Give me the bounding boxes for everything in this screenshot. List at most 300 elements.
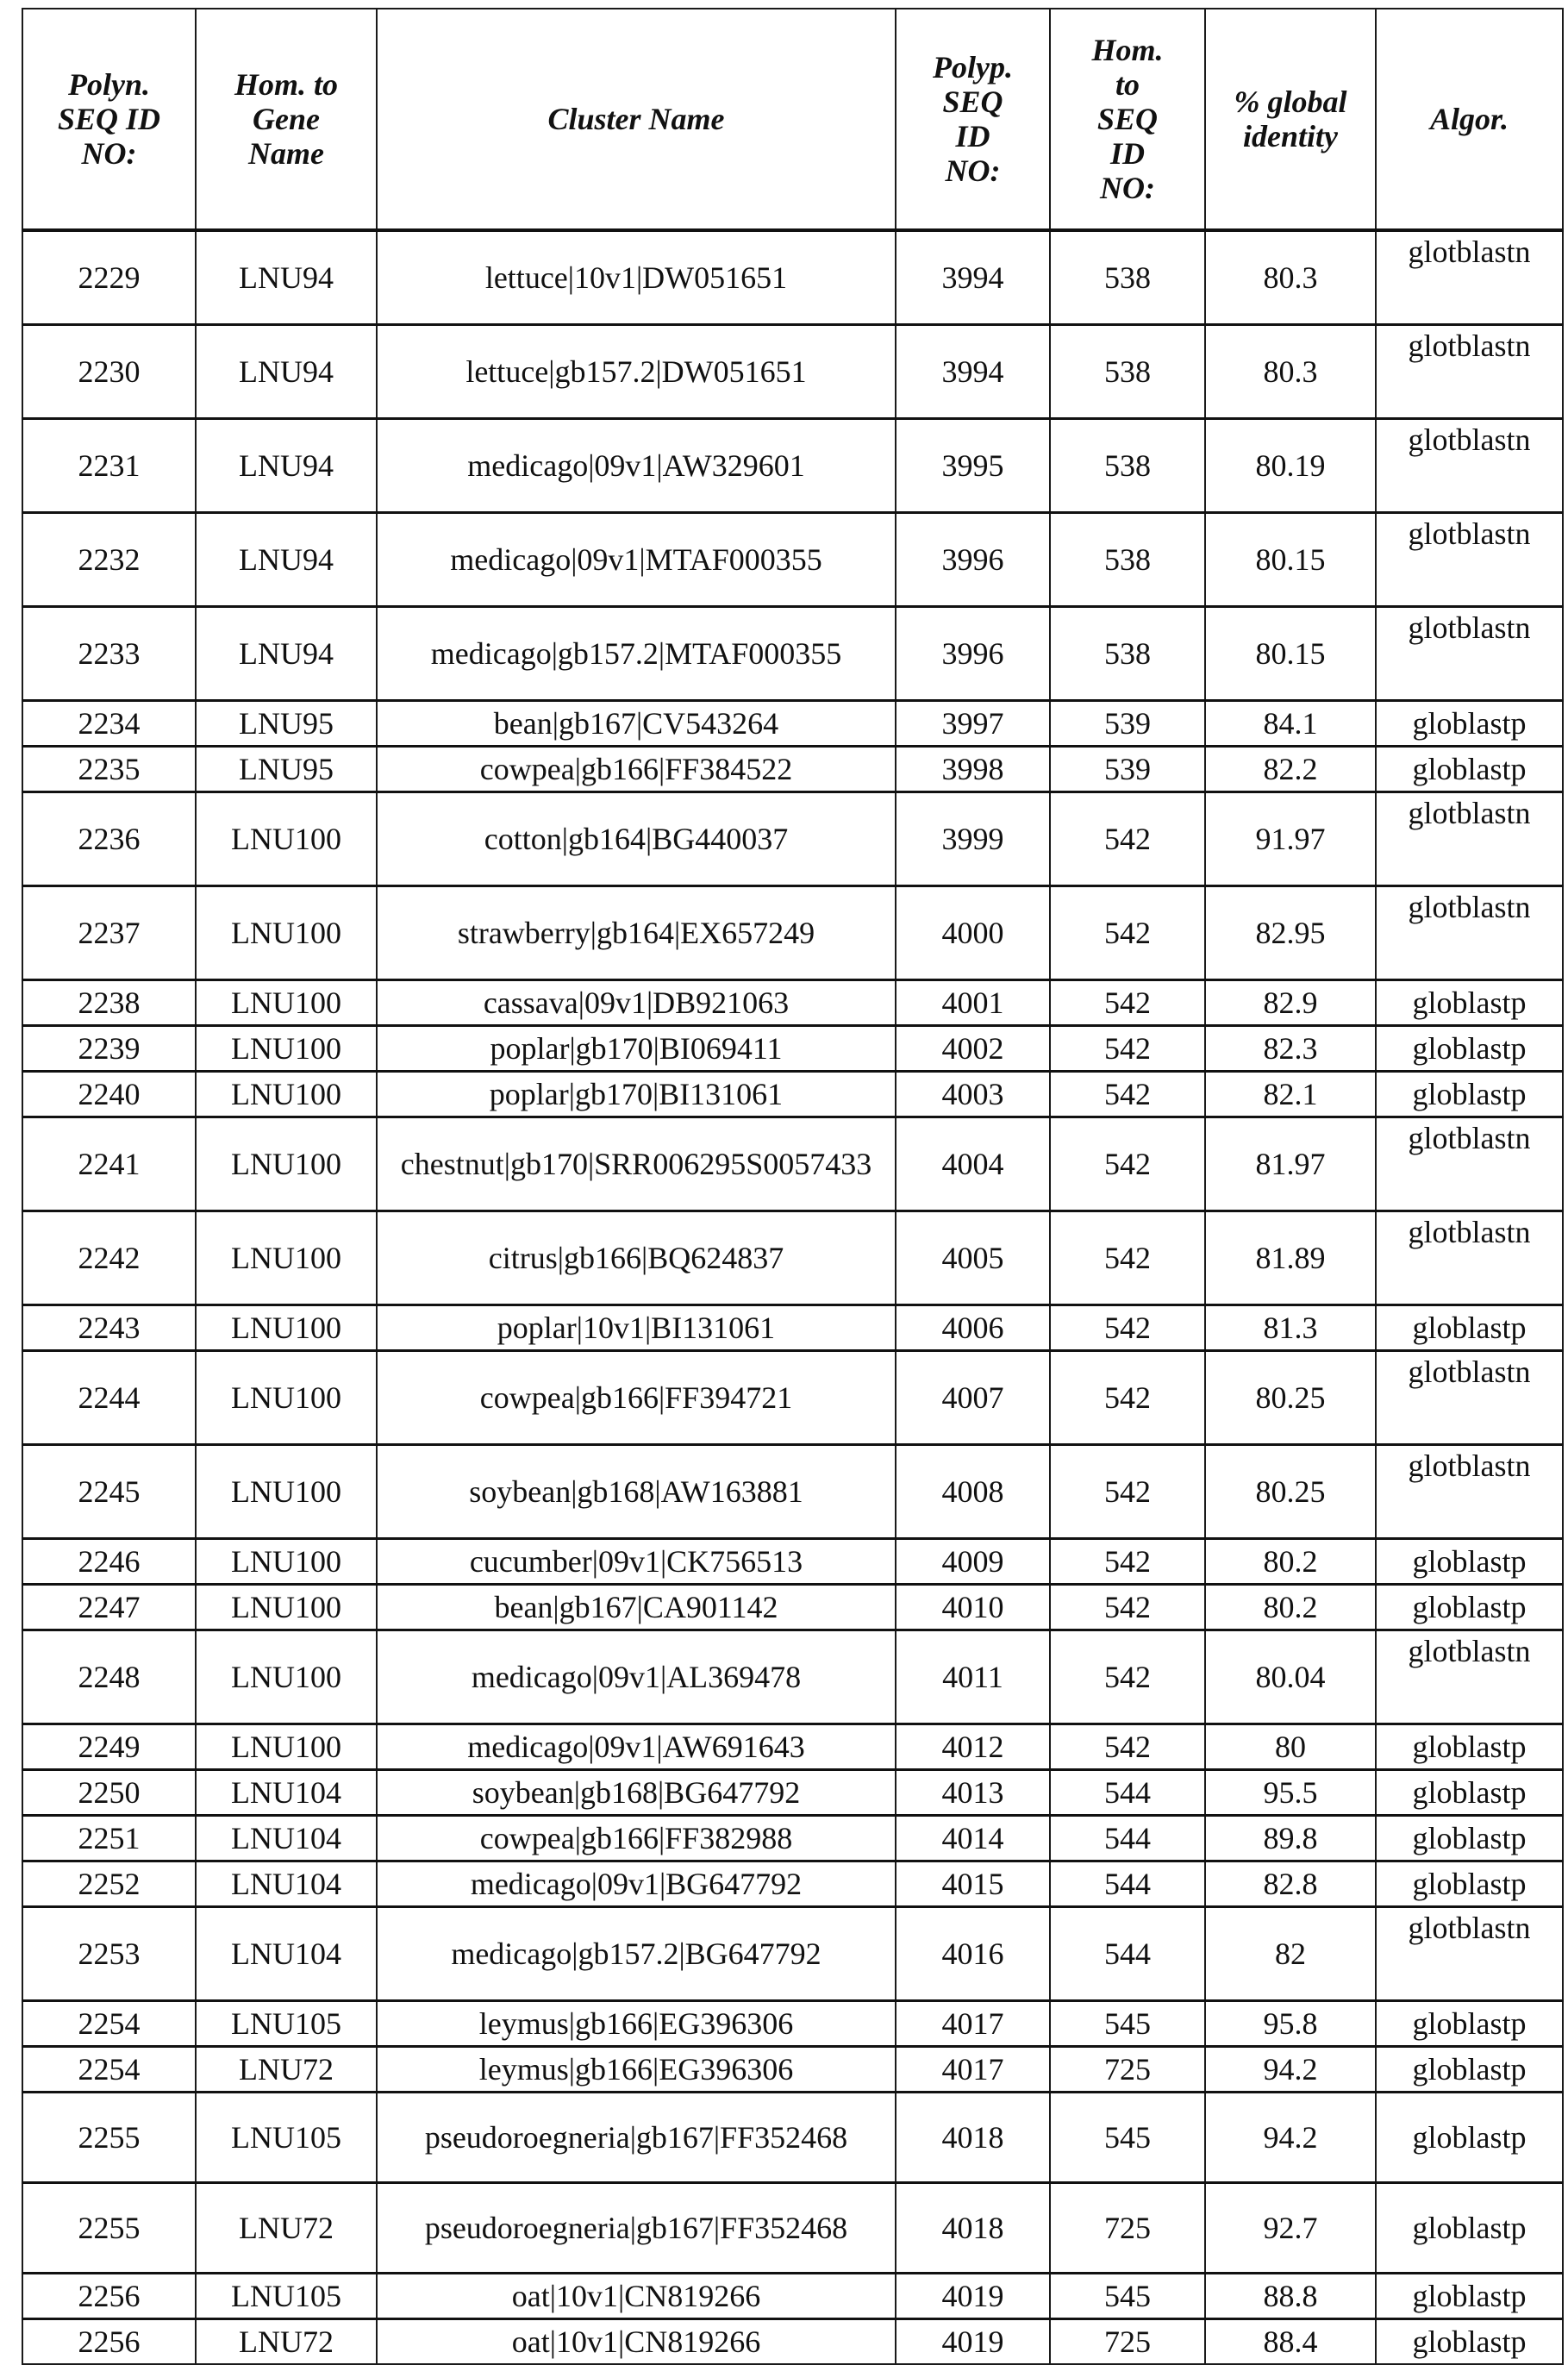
cluster-name-cell <box>377 607 896 701</box>
cluster-name-text: oat|10v1|CN819266 <box>511 2324 761 2359</box>
algorithm-cell <box>1376 1211 1563 1305</box>
polyp-seq-id-cell <box>896 2183 1050 2274</box>
polyp-seq-id-text: 3995 <box>941 448 1004 483</box>
gene-name-cell <box>196 2183 377 2274</box>
global-identity-cell <box>1205 1351 1376 1445</box>
algorithm-text: glotblastn <box>1408 328 1531 363</box>
header-hom-gene-name: Hom. to Gene Name <box>196 9 377 230</box>
polyn-seq-id-text: 2236 <box>78 822 141 856</box>
cluster-name-text: bean|gb167|CV543264 <box>493 706 779 741</box>
cluster-name-text: poplar|gb170|BI069411 <box>490 1031 783 1066</box>
hom-seq-id-cell <box>1050 1770 1205 1816</box>
algorithm-cell <box>1376 1351 1563 1445</box>
hom-seq-id-text: 538 <box>1104 542 1151 577</box>
algorithm-cell <box>1376 980 1563 1026</box>
polyn-seq-id-text: 2233 <box>78 636 141 671</box>
cluster-name-text: citrus|gb166|BQ624837 <box>488 1241 784 1275</box>
algorithm-cell <box>1376 1861 1563 1907</box>
global-identity-text: 80.3 <box>1263 354 1318 389</box>
table-row <box>22 2274 1563 2319</box>
polyp-seq-id-text: 4001 <box>941 985 1004 1020</box>
global-identity-cell <box>1205 2001 1376 2047</box>
polyn-seq-id-text: 2250 <box>78 1775 141 1810</box>
polyn-seq-id-text: 2245 <box>78 1474 141 1509</box>
cluster-name-text: bean|gb167|CA901142 <box>494 1590 778 1624</box>
polyp-seq-id-cell <box>896 1351 1050 1445</box>
table-row <box>22 2047 1563 2093</box>
cluster-name-text: oat|10v1|CN819266 <box>511 2279 761 2313</box>
polyp-seq-id-cell <box>896 886 1050 980</box>
algorithm-cell <box>1376 1539 1563 1585</box>
cluster-name-text: strawberry|gb164|EX657249 <box>457 916 815 950</box>
polyn-seq-id-text: 2247 <box>78 1590 141 1624</box>
global-identity-cell <box>1205 2047 1376 2093</box>
polyp-seq-id-text: 3994 <box>941 260 1004 295</box>
algorithm-text: globlastp <box>1412 752 1527 786</box>
hom-seq-id-cell <box>1050 1072 1205 1117</box>
global-identity-text: 80 <box>1275 1730 1306 1764</box>
algorithm-text: glotblastn <box>1408 1448 1531 1483</box>
hom-seq-id-text: 544 <box>1104 1867 1151 1901</box>
global-identity-text: 80.19 <box>1255 448 1326 483</box>
global-identity-text: 82.3 <box>1263 1031 1318 1066</box>
gene-name-text: LNU94 <box>239 448 334 483</box>
cluster-name-text: medicago|gb157.2|BG647792 <box>451 1936 821 1971</box>
polyp-seq-id-cell <box>896 2001 1050 2047</box>
global-identity-cell <box>1205 1585 1376 1630</box>
polyn-seq-id-cell <box>22 1630 196 1724</box>
algorithm-cell <box>1376 1585 1563 1630</box>
algorithm-text: globlastp <box>1412 1775 1527 1810</box>
cluster-name-cell <box>377 1861 896 1907</box>
algorithm-cell <box>1376 701 1563 747</box>
gene-name-cell <box>196 1351 377 1445</box>
hom-seq-id-cell <box>1050 1445 1205 1539</box>
hom-seq-id-cell <box>1050 886 1205 980</box>
polyp-seq-id-cell <box>896 2319 1050 2365</box>
global-identity-cell <box>1205 1305 1376 1351</box>
cluster-name-text: cucumber|09v1|CK756513 <box>469 1544 803 1579</box>
gene-name-cell <box>196 701 377 747</box>
header-algorithm: Algor. <box>1376 9 1563 230</box>
polyp-seq-id-cell <box>896 1907 1050 2001</box>
polyn-seq-id-cell <box>22 607 196 701</box>
global-identity-text: 91.97 <box>1255 822 1326 856</box>
gene-name-text: LNU94 <box>239 354 334 389</box>
global-identity-text: 82.2 <box>1263 752 1318 786</box>
global-identity-text: 82.9 <box>1263 985 1318 1020</box>
hom-seq-id-text: 725 <box>1104 2324 1151 2359</box>
global-identity-cell <box>1205 1907 1376 2001</box>
algorithm-cell <box>1376 747 1563 792</box>
polyn-seq-id-text: 2255 <box>78 2211 141 2245</box>
global-identity-text: 80.04 <box>1255 1660 1326 1694</box>
cluster-name-text: medicago|09v1|AW691643 <box>467 1730 805 1764</box>
gene-name-cell <box>196 1585 377 1630</box>
algorithm-text: globlastp <box>1412 2052 1527 2087</box>
gene-name-text: LNU100 <box>231 1474 341 1509</box>
gene-name-cell <box>196 1026 377 1072</box>
global-identity-text: 80.3 <box>1263 260 1318 295</box>
polyp-seq-id-text: 3994 <box>941 354 1004 389</box>
polyp-seq-id-cell <box>896 513 1050 607</box>
gene-name-cell <box>196 1072 377 1117</box>
algorithm-text: globlastp <box>1412 2324 1527 2359</box>
polyn-seq-id-text: 2241 <box>78 1147 141 1181</box>
polyn-seq-id-text: 2231 <box>78 448 141 483</box>
global-identity-text: 82.95 <box>1255 916 1326 950</box>
global-identity-text: 95.8 <box>1263 2006 1318 2041</box>
polyp-seq-id-cell <box>896 980 1050 1026</box>
polyp-seq-id-text: 3996 <box>941 542 1004 577</box>
global-identity-cell <box>1205 701 1376 747</box>
global-identity-cell <box>1205 419 1376 513</box>
algorithm-cell <box>1376 1305 1563 1351</box>
table-row <box>22 747 1563 792</box>
gene-name-text: LNU72 <box>239 2211 334 2245</box>
cluster-name-text: medicago|09v1|AW329601 <box>467 448 805 483</box>
polyp-seq-id-text: 4004 <box>941 1147 1004 1181</box>
table-row <box>22 1816 1563 1861</box>
polyn-seq-id-text: 2235 <box>78 752 141 786</box>
global-identity-cell <box>1205 325 1376 419</box>
algorithm-text: globlastp <box>1412 1031 1527 1066</box>
table-row <box>22 886 1563 980</box>
polyn-seq-id-text: 2239 <box>78 1031 141 1066</box>
hom-seq-id-text: 538 <box>1104 354 1151 389</box>
cluster-name-cell <box>377 1117 896 1211</box>
hom-seq-id-text: 542 <box>1104 1077 1151 1111</box>
algorithm-text: glotblastn <box>1408 1355 1531 1389</box>
algorithm-cell <box>1376 230 1563 325</box>
table-row <box>22 1305 1563 1351</box>
polyp-seq-id-cell <box>896 1630 1050 1724</box>
polyp-seq-id-text: 4003 <box>941 1077 1004 1111</box>
table-row <box>22 2001 1563 2047</box>
polyn-seq-id-cell <box>22 2047 196 2093</box>
algorithm-text: globlastp <box>1412 1867 1527 1901</box>
global-identity-text: 92.7 <box>1263 2211 1318 2245</box>
polyp-seq-id-cell <box>896 1072 1050 1117</box>
algorithm-text: globlastp <box>1412 1311 1527 1345</box>
gene-name-cell <box>196 1861 377 1907</box>
global-identity-cell <box>1205 1211 1376 1305</box>
global-identity-text: 80.2 <box>1263 1590 1318 1624</box>
gene-name-text: LNU100 <box>231 985 341 1020</box>
global-identity-cell <box>1205 1445 1376 1539</box>
polyp-seq-id-text: 4010 <box>941 1590 1004 1624</box>
table-row <box>22 1351 1563 1445</box>
global-identity-cell <box>1205 1861 1376 1907</box>
polyp-seq-id-text: 4019 <box>941 2279 1004 2313</box>
polyn-seq-id-text: 2232 <box>78 542 141 577</box>
polyn-seq-id-text: 2256 <box>78 2324 141 2359</box>
global-identity-text: 80.15 <box>1255 636 1326 671</box>
algorithm-cell <box>1376 513 1563 607</box>
hom-seq-id-cell <box>1050 1539 1205 1585</box>
polyn-seq-id-text: 2237 <box>78 916 141 950</box>
cluster-name-cell <box>377 1305 896 1351</box>
table-row <box>22 607 1563 701</box>
cluster-name-text: leymus|gb166|EG396306 <box>478 2006 794 2041</box>
polyp-seq-id-text: 3997 <box>941 706 1004 741</box>
algorithm-text: globlastp <box>1412 1730 1527 1764</box>
gene-name-text: LNU100 <box>231 1241 341 1275</box>
polyn-seq-id-text: 2244 <box>78 1380 141 1415</box>
polyn-seq-id-text: 2242 <box>78 1241 141 1275</box>
header-hom-seq-id: Hom. to SEQ ID NO: <box>1050 9 1205 230</box>
polyp-seq-id-cell <box>896 1539 1050 1585</box>
hom-seq-id-cell <box>1050 1117 1205 1211</box>
polyp-seq-id-text: 4000 <box>941 916 1004 950</box>
polyn-seq-id-cell <box>22 2319 196 2365</box>
global-identity-cell <box>1205 2274 1376 2319</box>
global-identity-cell <box>1205 1072 1376 1117</box>
global-identity-text: 82 <box>1275 1936 1306 1971</box>
polyp-seq-id-text: 4012 <box>941 1730 1004 1764</box>
polyp-seq-id-cell <box>896 1770 1050 1816</box>
polyn-seq-id-cell <box>22 1072 196 1117</box>
gene-name-text: LNU100 <box>231 1660 341 1694</box>
polyp-seq-id-text: 4013 <box>941 1775 1004 1810</box>
polyn-seq-id-cell <box>22 1770 196 1816</box>
header-polyp-seq-id: Polyp. SEQ ID NO: <box>896 9 1050 230</box>
gene-name-text: LNU100 <box>231 916 341 950</box>
table-row <box>22 1117 1563 1211</box>
global-identity-cell <box>1205 2183 1376 2274</box>
algorithm-cell <box>1376 1907 1563 2001</box>
global-identity-cell <box>1205 2093 1376 2183</box>
gene-name-cell <box>196 2319 377 2365</box>
algorithm-cell <box>1376 1724 1563 1770</box>
cluster-name-text: medicago|gb157.2|MTAF000355 <box>430 636 842 671</box>
algorithm-cell <box>1376 2274 1563 2319</box>
polyn-seq-id-text: 2249 <box>78 1730 141 1764</box>
gene-name-cell <box>196 1724 377 1770</box>
hom-seq-id-text: 542 <box>1104 822 1151 856</box>
algorithm-text: glotblastn <box>1408 796 1531 830</box>
cluster-name-cell <box>377 1351 896 1445</box>
algorithm-cell <box>1376 2319 1563 2365</box>
gene-name-cell <box>196 513 377 607</box>
table-row <box>22 513 1563 607</box>
hom-seq-id-text: 542 <box>1104 1544 1151 1579</box>
polyp-seq-id-text: 4002 <box>941 1031 1004 1066</box>
gene-name-cell <box>196 1539 377 1585</box>
table-row <box>22 1770 1563 1816</box>
cluster-name-cell <box>377 1585 896 1630</box>
polyn-seq-id-cell <box>22 2093 196 2183</box>
gene-name-cell <box>196 1770 377 1816</box>
polyp-seq-id-text: 3996 <box>941 636 1004 671</box>
hom-seq-id-cell <box>1050 325 1205 419</box>
polyp-seq-id-cell <box>896 1026 1050 1072</box>
global-identity-cell <box>1205 980 1376 1026</box>
gene-name-cell <box>196 2274 377 2319</box>
hom-seq-id-text: 539 <box>1104 752 1151 786</box>
algorithm-cell <box>1376 1026 1563 1072</box>
cluster-name-text: medicago|09v1|BG647792 <box>470 1867 803 1901</box>
gene-name-text: LNU95 <box>239 706 334 741</box>
global-identity-text: 84.1 <box>1263 706 1318 741</box>
polyn-seq-id-text: 2229 <box>78 260 141 295</box>
table-header <box>22 9 1563 230</box>
hom-seq-id-text: 542 <box>1104 1147 1151 1181</box>
homolog-table <box>22 8 1564 2365</box>
polyn-seq-id-text: 2252 <box>78 1867 141 1901</box>
gene-name-cell <box>196 419 377 513</box>
global-identity-cell <box>1205 1026 1376 1072</box>
cluster-name-cell <box>377 2093 896 2183</box>
gene-name-cell <box>196 1117 377 1211</box>
global-identity-cell <box>1205 1770 1376 1816</box>
gene-name-cell <box>196 230 377 325</box>
global-identity-text: 82.1 <box>1263 1077 1318 1111</box>
hom-seq-id-cell <box>1050 1305 1205 1351</box>
gene-name-text: LNU105 <box>231 2279 341 2313</box>
cluster-name-text: leymus|gb166|EG396306 <box>478 2052 794 2087</box>
cluster-name-text: lettuce|10v1|DW051651 <box>484 260 788 295</box>
hom-seq-id-text: 544 <box>1104 1936 1151 1971</box>
global-identity-text: 82.8 <box>1263 1867 1318 1901</box>
gene-name-cell <box>196 980 377 1026</box>
gene-name-text: LNU72 <box>239 2324 334 2359</box>
polyn-seq-id-cell <box>22 980 196 1026</box>
cluster-name-text: medicago|09v1|MTAF000355 <box>450 542 822 577</box>
algorithm-text: globlastp <box>1412 2211 1527 2245</box>
polyn-seq-id-cell <box>22 2001 196 2047</box>
hom-seq-id-cell <box>1050 2047 1205 2093</box>
algorithm-text: globlastp <box>1412 2006 1527 2041</box>
global-identity-text: 89.8 <box>1263 1821 1318 1855</box>
gene-name-cell <box>196 1305 377 1351</box>
algorithm-cell <box>1376 607 1563 701</box>
hom-seq-id-text: 725 <box>1104 2211 1151 2245</box>
cluster-name-text: cowpea|gb166|FF382988 <box>479 1821 793 1855</box>
polyn-seq-id-cell <box>22 2183 196 2274</box>
hom-seq-id-text: 542 <box>1104 1380 1151 1415</box>
polyp-seq-id-text: 4019 <box>941 2324 1004 2359</box>
cluster-name-cell <box>377 325 896 419</box>
gene-name-text: LNU100 <box>231 1730 341 1764</box>
hom-seq-id-cell <box>1050 701 1205 747</box>
global-identity-cell <box>1205 747 1376 792</box>
hom-seq-id-cell <box>1050 1907 1205 2001</box>
algorithm-cell <box>1376 325 1563 419</box>
hom-seq-id-cell <box>1050 1211 1205 1305</box>
cluster-name-text: poplar|10v1|BI131061 <box>497 1311 776 1345</box>
polyn-seq-id-text: 2246 <box>78 1544 141 1579</box>
polyn-seq-id-cell <box>22 325 196 419</box>
polyp-seq-id-text: 4014 <box>941 1821 1004 1855</box>
cluster-name-cell <box>377 701 896 747</box>
gene-name-text: LNU104 <box>231 1775 341 1810</box>
header-row <box>22 9 1563 230</box>
polyp-seq-id-cell <box>896 1585 1050 1630</box>
algorithm-cell <box>1376 1770 1563 1816</box>
header-cluster-name: Cluster Name <box>377 9 896 230</box>
algorithm-text: globlastp <box>1412 1544 1527 1579</box>
cluster-name-cell <box>377 1770 896 1816</box>
algorithm-cell <box>1376 792 1563 886</box>
hom-seq-id-text: 542 <box>1104 1730 1151 1764</box>
cluster-name-text: pseudoroegneria|gb167|FF352468 <box>424 2120 848 2155</box>
table-row <box>22 2183 1563 2274</box>
cluster-name-text: pseudoroegneria|gb167|FF352468 <box>424 2211 848 2245</box>
cluster-name-text: cowpea|gb166|FF384522 <box>479 752 793 786</box>
global-identity-text: 94.2 <box>1263 2052 1318 2087</box>
table-body <box>22 230 1563 2364</box>
global-identity-text: 94.2 <box>1263 2120 1318 2155</box>
hom-seq-id-text: 544 <box>1104 1775 1151 1810</box>
hom-seq-id-cell <box>1050 1026 1205 1072</box>
gene-name-text: LNU105 <box>231 2120 341 2155</box>
global-identity-cell <box>1205 607 1376 701</box>
algorithm-text: glotblastn <box>1408 610 1531 645</box>
algorithm-cell <box>1376 2183 1563 2274</box>
hom-seq-id-text: 545 <box>1104 2120 1151 2155</box>
polyp-seq-id-cell <box>896 1861 1050 1907</box>
gene-name-text: LNU95 <box>239 752 334 786</box>
table-row <box>22 1211 1563 1305</box>
algorithm-cell <box>1376 1630 1563 1724</box>
cluster-name-text: medicago|09v1|AL369478 <box>471 1660 802 1694</box>
polyp-seq-id-text: 4006 <box>941 1311 1004 1345</box>
global-identity-text: 95.5 <box>1263 1775 1318 1810</box>
polyn-seq-id-cell <box>22 1117 196 1211</box>
polyn-seq-id-cell <box>22 1351 196 1445</box>
gene-name-cell <box>196 607 377 701</box>
hom-seq-id-cell <box>1050 2319 1205 2365</box>
algorithm-cell <box>1376 1816 1563 1861</box>
polyn-seq-id-cell <box>22 1724 196 1770</box>
polyn-seq-id-cell <box>22 1305 196 1351</box>
algorithm-cell <box>1376 886 1563 980</box>
hom-seq-id-text: 542 <box>1104 1031 1151 1066</box>
polyp-seq-id-cell <box>896 1117 1050 1211</box>
cluster-name-cell <box>377 230 896 325</box>
polyn-seq-id-text: 2254 <box>78 2052 141 2087</box>
cluster-name-text: cassava|09v1|DB921063 <box>483 985 790 1020</box>
polyn-seq-id-text: 2238 <box>78 985 141 1020</box>
polyn-seq-id-cell <box>22 1211 196 1305</box>
hom-seq-id-cell <box>1050 1630 1205 1724</box>
polyn-seq-id-text: 2255 <box>78 2120 141 2155</box>
polyp-seq-id-text: 4017 <box>941 2052 1004 2087</box>
table-row <box>22 1585 1563 1630</box>
gene-name-text: LNU100 <box>231 1031 341 1066</box>
polyn-seq-id-text: 2230 <box>78 354 141 389</box>
table-row <box>22 1445 1563 1539</box>
gene-name-text: LNU94 <box>239 260 334 295</box>
hom-seq-id-cell <box>1050 1351 1205 1445</box>
hom-seq-id-cell <box>1050 1724 1205 1770</box>
table-row <box>22 701 1563 747</box>
gene-name-cell <box>196 2001 377 2047</box>
algorithm-text: glotblastn <box>1408 1121 1531 1155</box>
polyp-seq-id-cell <box>896 1211 1050 1305</box>
polyp-seq-id-cell <box>896 2274 1050 2319</box>
table-row <box>22 1539 1563 1585</box>
table-row <box>22 2093 1563 2183</box>
hom-seq-id-cell <box>1050 747 1205 792</box>
gene-name-cell <box>196 1445 377 1539</box>
polyp-seq-id-cell <box>896 792 1050 886</box>
hom-seq-id-text: 538 <box>1104 636 1151 671</box>
polyn-seq-id-cell <box>22 1907 196 2001</box>
polyp-seq-id-text: 3999 <box>941 822 1004 856</box>
gene-name-text: LNU94 <box>239 636 334 671</box>
